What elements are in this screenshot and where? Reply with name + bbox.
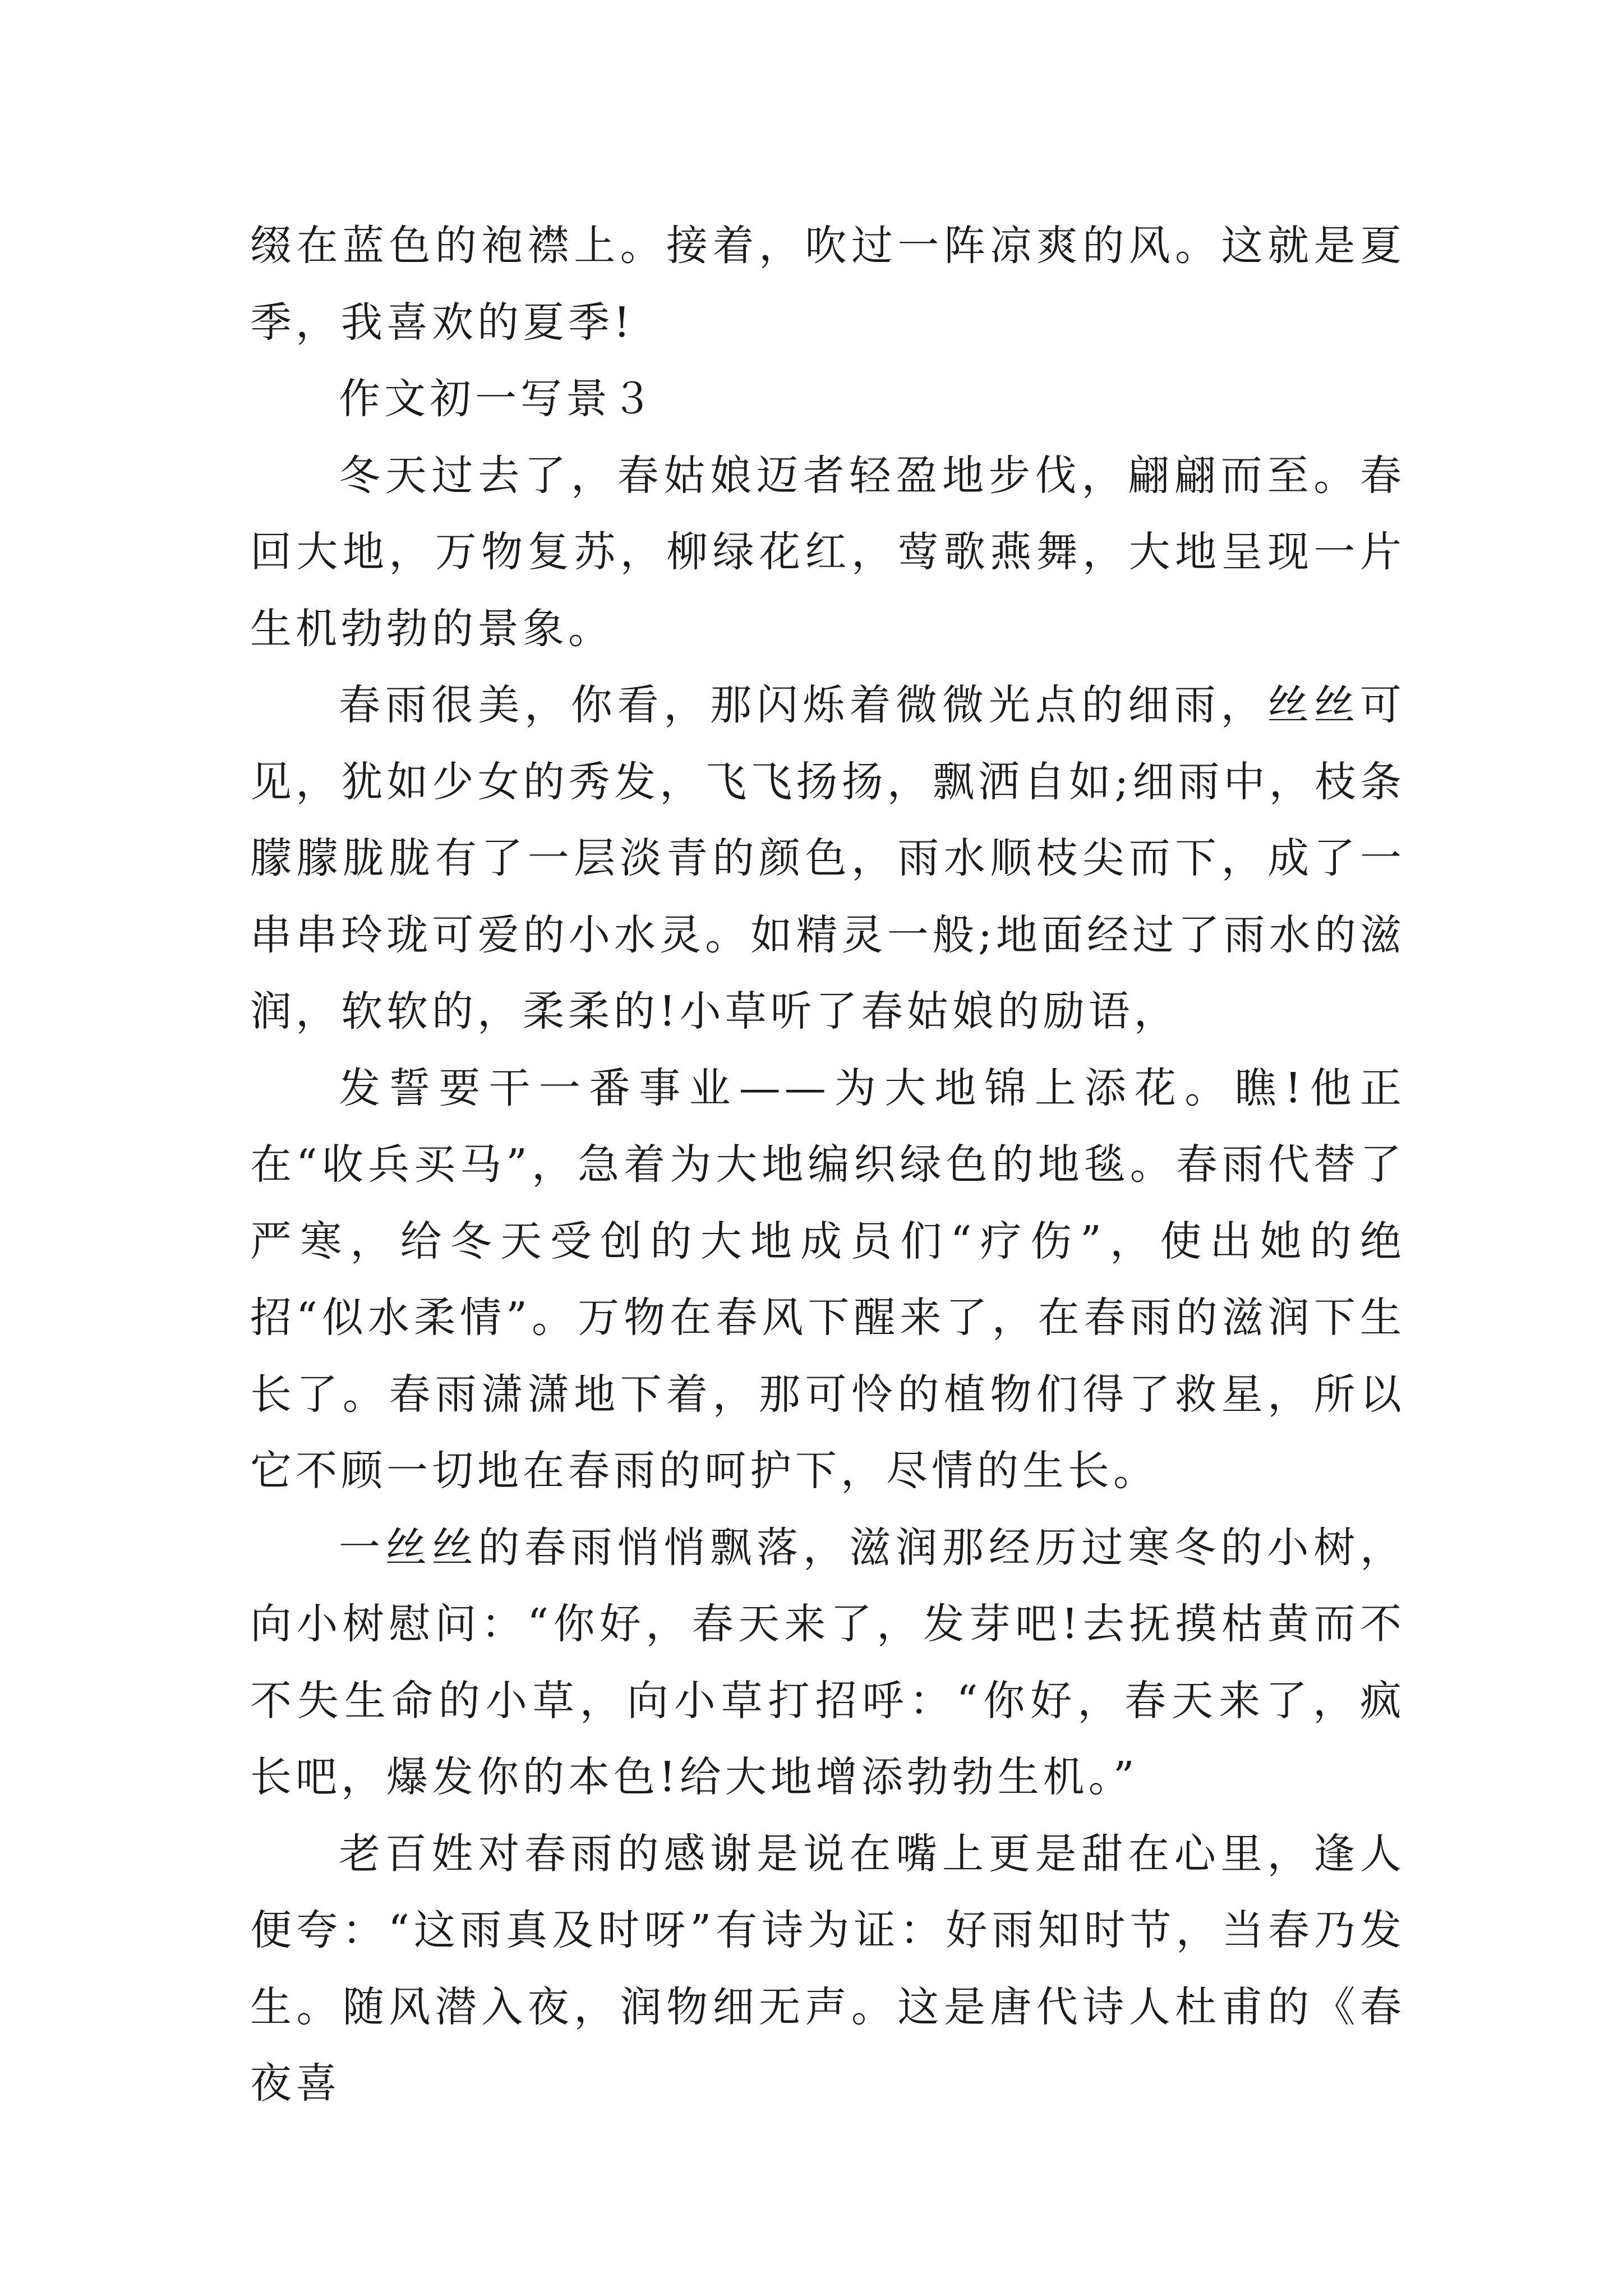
- paragraph: 一丝丝的春雨悄悄飘落，滋润那经历过寒冬的小树，向小树慰问：“你好，春天来了，发芽吧!去抚摸枯黄而不不失生命的小草，向小草打招呼：“你好，春天来了，疯长吧，爆发你的本色!给大地增添勃勃生机。”: [250, 1523, 1405, 1801]
- section-heading: 作文初一写景３: [339, 375, 657, 423]
- paragraph: 春雨很美，你看，那闪烁着微微光点的细雨，丝丝可见，犹如少女的秀发，飞飞扬扬，飘洒自如;细雨中，枝条朦朦胧胧有了一层淡青的颜色，雨水顺枝尖而下，成了一串串玲珑可爱的小水灵。如精灵一般;地面经过了雨水的滋润，软软的，柔柔的!小草听了春姑娘的励语，: [250, 681, 1405, 1036]
- paragraph: 发誓要干一番事业——为大地锦上添花。瞧!他正在“收兵买马”，急着为大地编织绿色的地毯。春雨代替了严寒，给冬天受创的大地成员们“疗伤”，使出她的绝招“似水柔情”。万物在春风下醒来了，在春雨的滋润下生长了。春雨潇潇地下着，那可怜的植物们得了救星，所以它不顾一切地在春雨的呵护下，尽情的生长。: [250, 1064, 1405, 1495]
- paragraph: 冬天过去了，春姑娘迈者轻盈地步伐，翩翩而至。春回大地，万物复苏，柳绿花红，莺歌燕舞，大地呈现一片生机勃勃的景象。: [250, 451, 1405, 653]
- paragraph: 缀在蓝色的袍襟上。接着，吹过一阵凉爽的风。这就是夏季，我喜欢的夏季!: [250, 222, 1405, 347]
- paragraph: 老百姓对春雨的感谢是说在嘴上更是甜在心里，逢人便夸：“这雨真及时呀”有诗为证：好雨知时节，当春乃发生。随风潜入夜，润物细无声。这是唐代诗人杜甫的《春夜喜: [250, 1829, 1405, 2108]
- document-body: [250, 208, 1405, 2122]
